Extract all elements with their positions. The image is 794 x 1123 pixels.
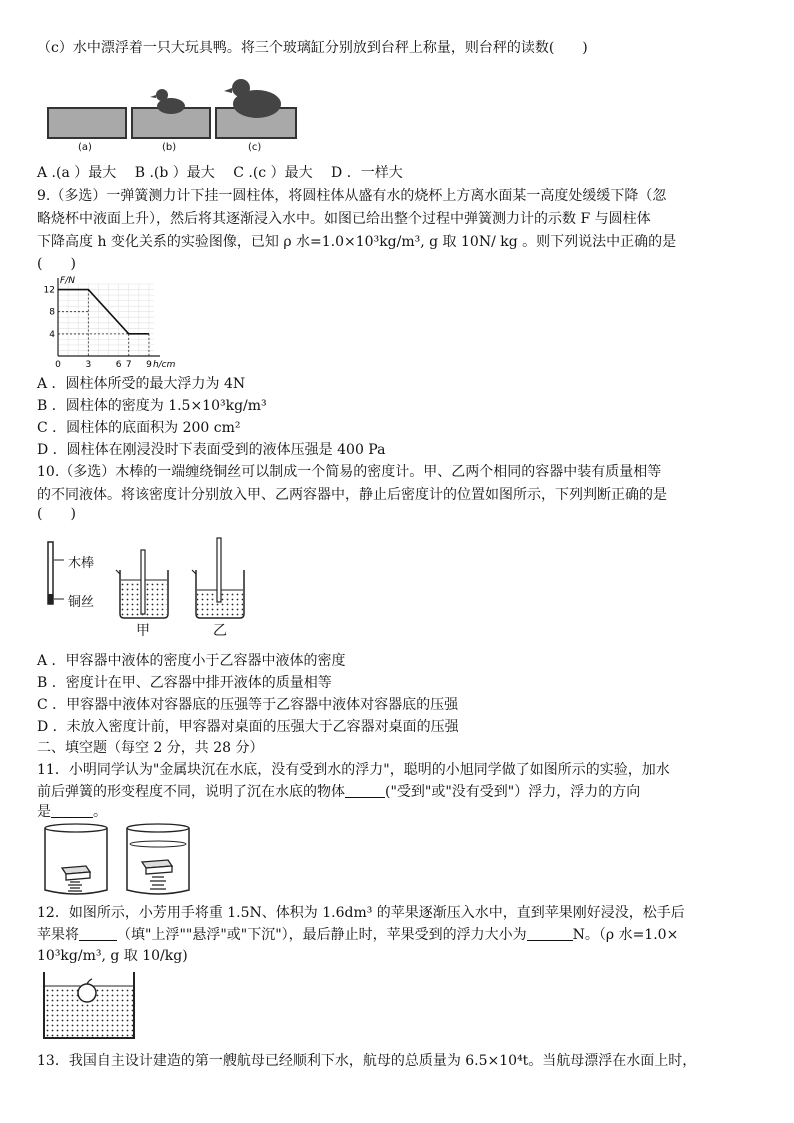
x-tick-label: 3 (85, 360, 92, 370)
q12-text-2 (37, 925, 764, 945)
q9-text-3: 下降高度 h 变化关系的实验图像，已知 ρ 水=1.0×10³kg/m³, g 取 10N/ kg 。则下列说法中正确的是 (37, 234, 677, 250)
y-tick-label: 4 (49, 329, 55, 340)
q9-option-d: D ．圆柱体在刚浸没时下表面受到的液体压强是 400 Pa (37, 442, 386, 458)
caption-c: (c) (248, 142, 262, 153)
q10-text-2: 的不同液体。将该密度计分别放入甲、乙两容器中，静止后密度计的位置如图所示，下列判断正确的是 (37, 487, 667, 503)
q13-text-1: 13．我国自主设计建造的第一艘航母已经顺利下水，航母的总质量为 6.5×10⁴t。当航母漂浮在水面上时， (37, 1053, 697, 1069)
q11-blank-1[interactable] (345, 783, 385, 798)
label-jia: 甲 (136, 623, 150, 639)
q11-text-3b: 。 (93, 804, 107, 820)
q12-text-2b: （填"上浮""悬浮"或"下沉"），最后静止时，苹果受到的浮力大小为 (117, 927, 527, 943)
q12-text-2a: 苹果将 (37, 927, 79, 943)
q10-option-c: C ．甲容器中液体对容器底的压强等于乙容器中液体对容器底的压强 (37, 697, 459, 713)
q11-text-3 (37, 802, 764, 822)
q10-option-b: B ．密度计在甲、乙容器中排开液体的质量相等 (37, 675, 332, 691)
apple-shape (78, 984, 96, 1002)
caption-a: (a) (78, 142, 92, 153)
q11-text-2b: ("受到"或"没有受到"）浮力，浮力的方向 (385, 784, 641, 800)
force-height-chart (38, 276, 176, 372)
x-tick-label: 7 (125, 360, 132, 370)
q10-option-a: A ．甲容器中液体的密度小于乙容器中液体的密度 (37, 653, 346, 669)
q11-text-2 (37, 782, 764, 802)
spring-jars-figure (40, 822, 200, 898)
q9-text-1: 9.（多选）一弹簧测力计下挂一圆柱体，将圆柱体从盛有水的烧杯上方离水面某一高度处缓缓下降（忽 (37, 188, 667, 204)
tank-c (216, 79, 296, 138)
q9-option-a: A ．圆柱体所受的最大浮力为 4N (37, 376, 246, 392)
q10-paren: ( ) (37, 506, 76, 522)
q10-option-d: D ．未放入密度计前，甲容器对桌面的压强大于乙容器对桌面的压强 (37, 719, 459, 735)
beaker-yi (192, 538, 244, 618)
y-tick-label: 8 (49, 307, 55, 318)
q11-text-2a: 前后弹簧的形变程度不同，说明了沉在水底的物体 (37, 784, 345, 800)
x-axis-label: h/cm (152, 360, 176, 370)
caption-b: (b) (162, 142, 177, 153)
label-yi: 乙 (213, 623, 227, 639)
section-heading-fill: 二、填空题（每空 2 分，共 28 分） (37, 740, 264, 756)
tank-b (132, 89, 210, 138)
jar-with-water (127, 824, 189, 894)
y-tick-label: 12 (43, 285, 55, 296)
label-copper-wire: 铜丝 (68, 595, 95, 610)
beaker-jia (116, 550, 168, 618)
tank-a (48, 108, 126, 138)
label-wooden-rod: 木棒 (68, 556, 95, 571)
q9-option-c: C ．圆柱体的底面积为 200 cm² (37, 420, 241, 436)
q11-blank-2[interactable] (51, 803, 93, 818)
q11-text-1: 11．小明同学认为"金属块沉在水底，没有受到水的浮力"，聪明的小旭同学做了如图所示的实验，加水 (37, 762, 670, 778)
q9-text-2: 略烧杯中液面上升），然后将其逐渐浸入水中。如图已给出整个过程中弹簧测力计的示数 F 与圆柱体 (37, 211, 651, 227)
q9-option-b: B ．圆柱体的密度为 1.5×10³kg/m³ (37, 398, 267, 414)
x-tick-label: 9 (146, 360, 152, 370)
apple-tank-figure (40, 968, 140, 1042)
q8-tail-text: （c）水中漂浮着一只大玩具鸭。将三个玻璃缸分别放到台秤上称量，则台秤的读数( ) (37, 40, 588, 56)
q11-text-3a: 是 (37, 804, 51, 820)
q9-paren: ( ) (37, 256, 76, 272)
duck-tanks-figure (44, 78, 314, 160)
x-tick-label: 0 (55, 360, 61, 370)
q12-text-3: 10³kg/m³, g 取 10/kg) (37, 948, 188, 964)
jar-without-water (45, 824, 107, 894)
q12-blank-2[interactable] (527, 926, 573, 941)
q8-options: A .(a ）最大 B .(b ）最大 C .(c ）最大 D ．一样大 (37, 165, 403, 181)
q12-text-2c: N。（ρ 水=1.0× (572, 927, 679, 943)
q10-text-1: 10.（多选）木棒的一端缠绕铜丝可以制成一个简易的密度计。甲、乙两个相同的容器中装有质量相等 (37, 464, 662, 480)
hydrometer-standalone (48, 542, 64, 604)
hydrometer-figure (40, 532, 290, 640)
q12-text-1: 12．如图所示，小芳用手将重 1.5N、体积为 1.6dm³ 的苹果逐渐压入水中，直到苹果刚好浸没，松手后 (37, 905, 685, 921)
y-axis-label: F/N (60, 276, 75, 286)
x-tick-label: 6 (115, 360, 122, 370)
q12-blank-1[interactable] (79, 926, 117, 941)
